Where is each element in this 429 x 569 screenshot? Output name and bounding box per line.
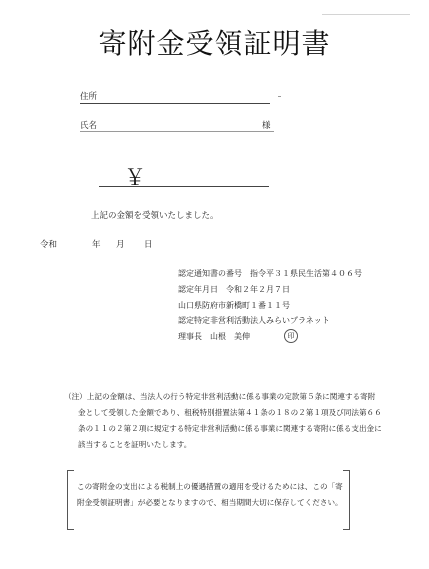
page-title: 寄附金受領証明書 bbox=[98, 27, 331, 60]
name-underline bbox=[80, 131, 274, 132]
name-label: 氏名 bbox=[80, 121, 98, 131]
issuer-organization: 認定特定非営利活動法人みらいプラネット bbox=[178, 316, 330, 325]
address-tick bbox=[278, 96, 281, 97]
certification-date: 認定年月日 令和２年２月７日 bbox=[178, 285, 290, 294]
date-era: 令和 bbox=[40, 240, 58, 250]
storage-notice-text: この寄附金の支出による税制上の優遇措置の適用を受けるためには、この「寄附金受領証明書」が必要となりますので、相当期間大切に保存してください。 bbox=[77, 482, 343, 507]
date-day: 日 bbox=[144, 240, 153, 250]
legal-note-text: （注）上記の金額は、当法人の行う特定非営利活動に係る事業の定款第５条に関連する寄附金として受領した金額であり、租税特別措置法第４１条の１８の２第１項及び同法第６６条の１１の２第２項に規定する特定非営利活動に係る事業に関連する寄附に係る支出金に該当することを証明いたします。 bbox=[64, 392, 382, 449]
received-statement: 上記の金額を受領いたしました。 bbox=[91, 211, 219, 221]
address-underline bbox=[80, 103, 270, 104]
honorific-sama: 様 bbox=[262, 121, 271, 131]
issuer-address: 山口県防府市新橋町１番１１号 bbox=[178, 301, 290, 310]
faint-top-rule bbox=[322, 14, 410, 15]
address-label: 住所 bbox=[80, 92, 98, 102]
date-year: 年 bbox=[92, 240, 101, 250]
yen-symbol: ￥ bbox=[124, 166, 147, 191]
left-bracket bbox=[67, 470, 74, 530]
issuer-representative: 理事長 山根 美伸 bbox=[178, 332, 250, 341]
certification-number: 認定通知書の番号 指令平３１県民生活第４０６号 bbox=[178, 269, 362, 278]
seal-stamp: 印 bbox=[284, 329, 298, 343]
legal-note bbox=[64, 389, 382, 453]
amount-underline bbox=[99, 186, 269, 187]
date-month: 月 bbox=[116, 240, 125, 250]
storage-notice-box bbox=[67, 470, 350, 530]
